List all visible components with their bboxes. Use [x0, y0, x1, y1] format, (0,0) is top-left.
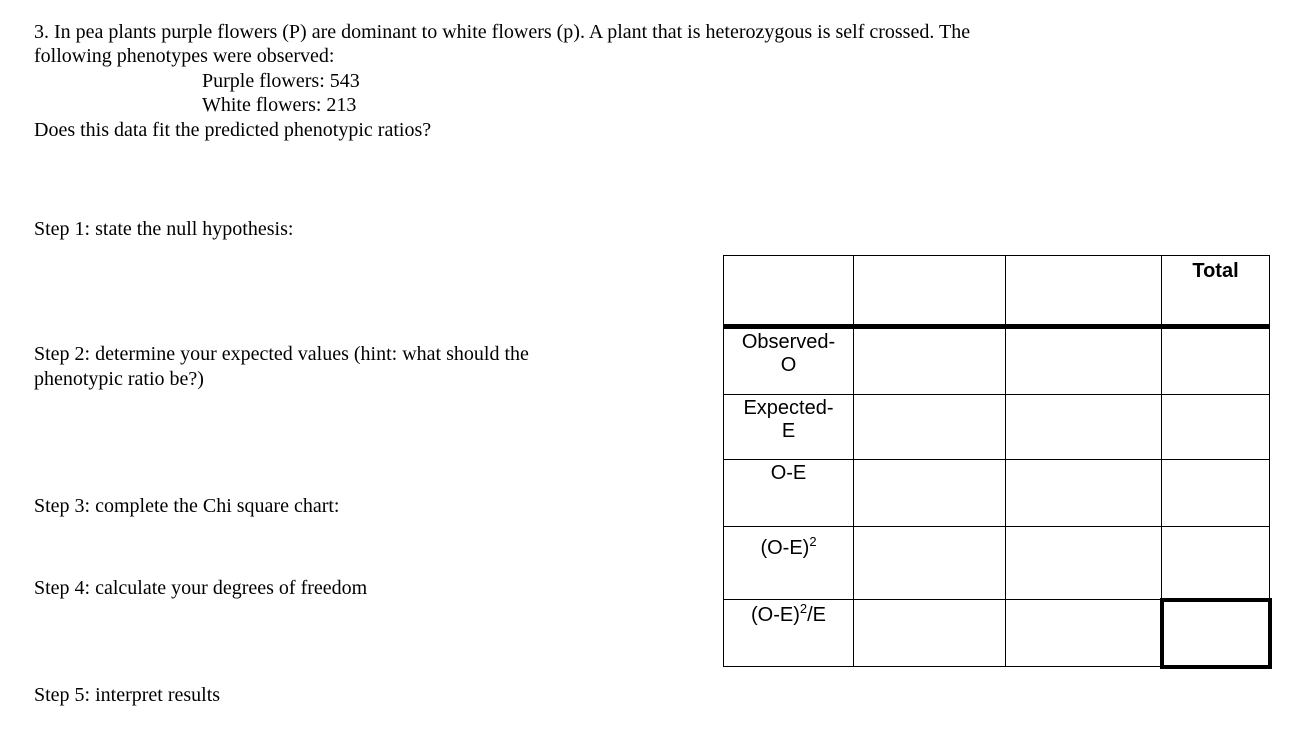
row-label-o-minus-e: O-E [724, 460, 854, 527]
row-label-o-minus-e-squared [724, 527, 854, 600]
table-cell-o-minus-e-1[interactable] [854, 460, 1006, 527]
chi-tail: /E [807, 604, 827, 626]
step-5: Step 5: interpret results [34, 684, 221, 706]
question-line-2: following phenotypes were observed: [34, 45, 335, 67]
observed-white: White flowers: 213 [202, 94, 357, 116]
observed-purple: Purple flowers: 543 [202, 70, 360, 92]
table-cell-chi-value-1[interactable] [854, 600, 1006, 667]
table-cell-observed-total[interactable] [1162, 327, 1270, 395]
table-cell-o-minus-e-squared-1[interactable] [854, 527, 1006, 600]
table-cell-chi-square-total[interactable] [1162, 600, 1270, 667]
table-cell-observed-1[interactable] [854, 327, 1006, 395]
step-4: Step 4: calculate your degrees of freedom [34, 577, 368, 599]
table-cell-o-minus-e-squared-total[interactable] [1162, 527, 1270, 600]
table-cell-chi-value-2[interactable] [1006, 600, 1162, 667]
table-cell-o-minus-e-2[interactable] [1006, 460, 1162, 527]
table-cell-expected-1[interactable] [854, 395, 1006, 460]
table-cell-phenotype-2-header[interactable] [1006, 256, 1162, 327]
table-row-expected [724, 395, 1270, 460]
table-cell-o-minus-e-squared-2[interactable] [1006, 527, 1162, 600]
row-label-expected [724, 395, 854, 460]
step-2-line-2: phenotypic ratio be?) [34, 368, 204, 390]
step-1: Step 1: state the null hypothesis: [34, 218, 294, 240]
question-prompt: Does this data fit the predicted phenotypic ratios? [34, 119, 432, 141]
table-header-row [724, 256, 1270, 327]
chi-base: (O-E) [750, 604, 800, 626]
chi-exponent: 2 [799, 601, 808, 616]
chi-square-table [723, 255, 1272, 669]
question-line-1: 3. In pea plants purple flowers (P) are dominant to white flowers (p). A plant that is heterozygous is self crossed. The [34, 21, 971, 43]
table-cell-observed-2[interactable] [1006, 327, 1162, 395]
row-label-observed-part2: O [780, 354, 797, 376]
row-label-chi-value [724, 600, 854, 667]
table-row-chi-value [724, 600, 1270, 667]
table-cell-expected-total[interactable] [1162, 395, 1270, 460]
row-label-observed [724, 327, 854, 395]
table-cell-o-minus-e-total[interactable] [1162, 460, 1270, 527]
row-label-observed-part1: Observed- [741, 331, 836, 353]
table-cell-expected-2[interactable] [1006, 395, 1162, 460]
table-row-observed [724, 327, 1270, 395]
table-cell-phenotype-1-header[interactable] [854, 256, 1006, 327]
step-3: Step 3: complete the Chi square chart: [34, 495, 340, 517]
table-row-o-minus-e [724, 460, 1270, 527]
row-label-expected-part2: E [781, 420, 796, 442]
step-2-line-1: Step 2: determine your expected values (hint: what should the [34, 343, 529, 365]
table-cell-blank[interactable] [724, 256, 854, 327]
table-row-o-minus-e-squared [724, 527, 1270, 600]
squared-exponent: 2 [809, 534, 817, 549]
total-header: Total [1162, 256, 1270, 327]
squared-base: (O-E) [760, 537, 810, 559]
row-label-expected-part1: Expected- [743, 397, 834, 419]
